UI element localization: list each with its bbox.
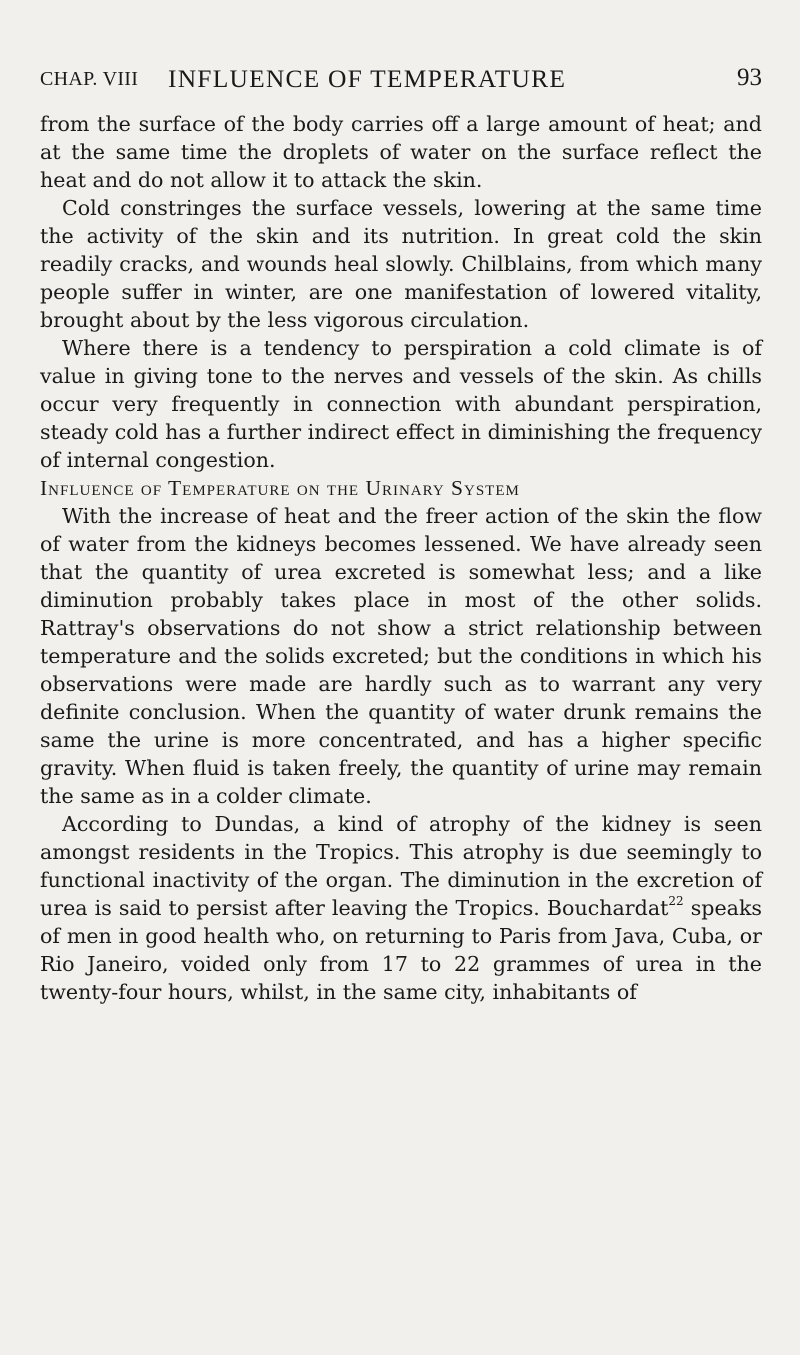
running-header [40, 64, 762, 96]
paragraph-cold-constringes: Cold constringes the surface vessels, lowering at the same time the activity of the skin and its nutrition. In great cold the skin readily cracks, and wounds heal slowly. Chilblains, from which many people suffer in winter, are one manifestation of lowered vitality, brought about by the less vigorous circulation. [40, 196, 762, 332]
dundas-text-after-reference: speaks of men in good health who, on returning to Paris from Java, Cuba, or Rio Janeiro, voided only from 17 to 22 grammes of urea in the twenty-four hours, whilst, in the same city, inhabitants of [40, 896, 762, 1004]
page-body [40, 110, 762, 1006]
running-title: INFLUENCE OF TEMPERATURE [168, 64, 567, 93]
paragraph-perspiration: Where there is a tendency to perspiration a cold climate is of value in giving tone to the nerves and vessels of the skin. As chills occur very frequently in connection with abundant perspiration, steady cold has a further indirect effect in diminishing the frequency of internal congestion. [40, 336, 762, 472]
chapter-label: CHAP. VIII [40, 68, 139, 90]
footnote-reference: 22 [668, 894, 684, 909]
page-number: 93 [737, 64, 762, 91]
section-heading: Influence of Temperature on the Urinary System [40, 476, 520, 500]
paragraph-continued: from the surface of the body carries off a large amount of heat; and at the same time the droplets of water on the surface reflect the heat and do not allow it to attack the skin. [40, 112, 762, 192]
paragraph-urinary-flow: With the increase of heat and the freer action of the skin the flow of water from the kidneys becomes lessened. We have already seen that the quantity of urea excreted is somewhat less; and a like diminution probably takes place in most of the other solids. Rattray's observations do not show a strict relationship between temperature and the solids excreted; but the conditions in which his observations were made are hardly such as to warrant any very definite conclusion. When the quantity of water drunk remains the same the urine is more concentrated, and has a higher specific gravity. When fluid is taken freely, the quantity of urine may remain the same as in a colder climate. [40, 504, 762, 808]
paragraph-dundas [40, 810, 762, 1006]
dundas-text-before-reference: According to Dundas, a kind of atrophy of the kidney is seen amongst residents in the Tropics. This atrophy is due seemingly to functional inactivity of the organ. The diminution in the excretion of urea is said to persist after leaving the Tropics. Bouchardat [40, 812, 762, 920]
